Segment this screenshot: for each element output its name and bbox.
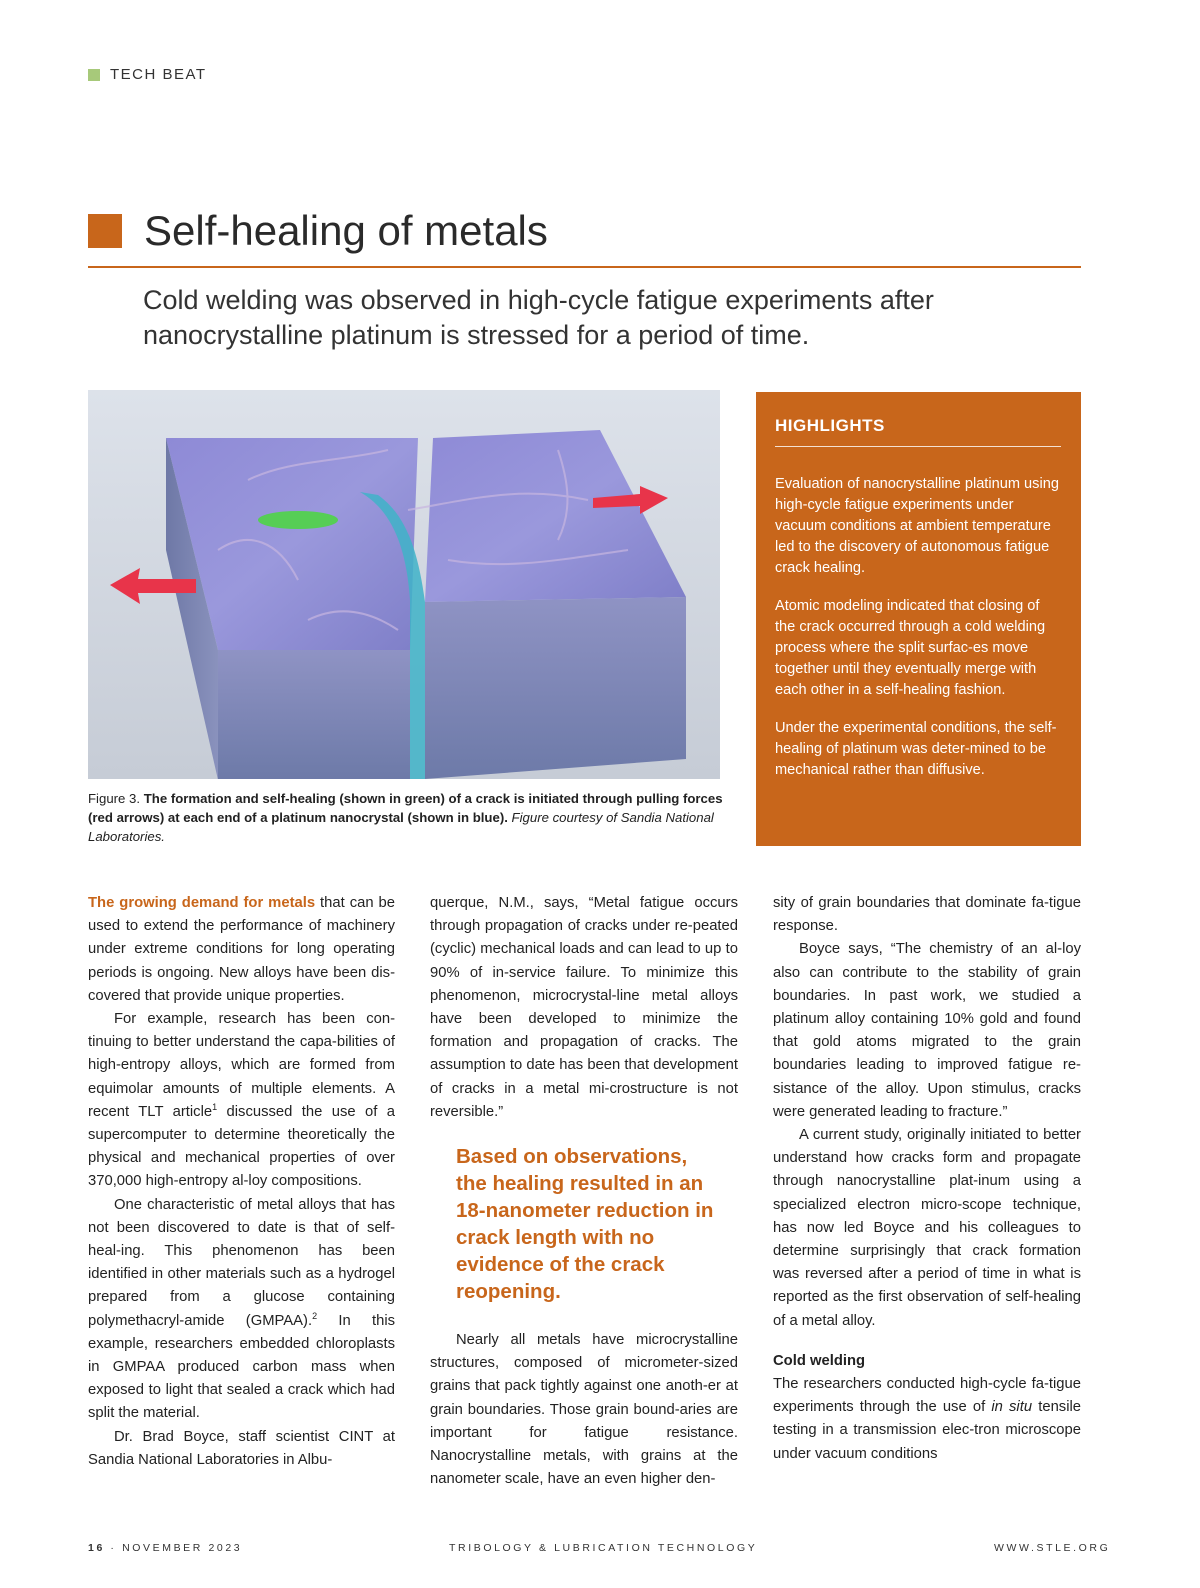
article-title: Self-healing of metals [144, 207, 548, 254]
body-column-3 [773, 892, 1081, 1466]
body-paragraph: Nearly all metals have microcrystalline structures, composed of micrometer-sized grains that pack tightly against one anoth-er at grain boundaries. Those grain bound-aries are important for fatigue resistance. Nanocrystalline metals, with grains at the nanometer scale, have an even higher den- [430, 1332, 738, 1488]
body-text: The researchers conducted high-cycle fa-tigue experiments through the use of [773, 1376, 1081, 1416]
highlights-title: HIGHLIGHTS [775, 416, 885, 435]
right-block-top [425, 430, 686, 602]
body-paragraph [88, 1008, 395, 1194]
body-text: One characteristic of metal alloys that has not been discovered to date is that of self-heal-ing. This phenomenon has been identified in other materials such as a hydrogel prepared from a glucose containing polymethacryl-amide (GMPAA). [88, 1196, 395, 1329]
highlight-item: Under the experimental conditions, the self-healing of platinum was deter-mined to be mechanical rather than diffusive. [775, 720, 1057, 778]
body-text: discussed the use of a supercomputer to determine theoretically the physical and mechanical properties of over 370,000 high-entropy al-loy compositions. [88, 1103, 395, 1190]
title-marker [88, 214, 122, 248]
body-text: For example, research has been con-tinuing to better understand the capa-bilities of high-entropy alloys, which are formed from equimolar amounts of multiple elements. A recent TLT article [88, 1011, 395, 1120]
figure-credit: Figure courtesy of Sandia National Laboratories. [88, 810, 714, 844]
body-paragraph: querque, N.M., says, “Metal fatigue occurs through propagation of cracks under re-peated (cyclic) mechanical loads and can lead to up to 90% of in-service failure. To minimize this phenomenon, microcrystal-line metal alloys have been developed to minimize the formation and propagation of cracks. The assumption to date has been that development of cracks in a metal mi-crostructure is not reversible.” [430, 895, 738, 1120]
highlight-item: Atomic modeling indicated that closing of the crack occurred through a cold welding process where the split surfac-es move together until they eventually merge with each other in a self-healing fashion. [775, 598, 1046, 698]
body-text: tensile testing in a transmission elec-tron microscope under vacuum conditions [773, 1399, 1081, 1462]
right-block-front [425, 597, 686, 779]
footer-separator: · [110, 1542, 117, 1554]
platinum-nanocrystal-illustration [88, 390, 720, 779]
footnote-ref: 2 [312, 1310, 318, 1321]
section-label: TECH BEAT [110, 66, 207, 83]
figure-caption [88, 789, 728, 846]
pull-quote: Based on observations, the healing resulted in an 18-nanometer reduction in crack length with no evidence of the crack reopening. [456, 1145, 714, 1304]
section-subhead: Cold welding [773, 1352, 866, 1369]
body-text: that can be used to extend the performance of machinery under extreme conditions for long operating periods is ongoing. New alloys have been dis-covered that provide unique properties. [88, 895, 395, 1004]
body-paragraph [88, 1194, 395, 1426]
body-paragraph: A current study, originally initiated to better understand how cracks form and propagate through nanocrystalline plat-inum using a specialized electron micro-scope technique, has now led Boyce and his colleagues to determine surprisingly that crack formation was reversed after a period of time in what is reported as the first observation of self-healing of a metal alloy. [773, 1127, 1081, 1329]
lead-in: The growing demand for metals [88, 895, 316, 911]
page-number: 16 [88, 1542, 105, 1554]
body-paragraph: Boyce says, “The chemistry of an al-loy also can contribute to the stability of grain boundaries. In past work, we studied a platinum alloy containing 10% gold and found that gold atoms migrated to the grain boundaries leading to improved fatigue re-sistance of the alloy. Upon stimulus, cracks were generated leading to fracture.” [773, 941, 1081, 1120]
section-tag [88, 66, 207, 83]
article-title-block [88, 207, 548, 255]
section-marker [88, 69, 100, 81]
figure-label: Figure 3. [88, 791, 141, 806]
body-paragraph [773, 1373, 1081, 1466]
body-paragraph: sity of grain boundaries that dominate fa-tigue response. [773, 895, 1081, 935]
healed-region [258, 511, 338, 529]
footnote-ref: 1 [212, 1101, 218, 1112]
figure-caption-bold: The formation and self-healing (shown in green) of a crack is initiated through pulling forces (red arrows) at each end of a platinum nanocrystal (shown in blue). [88, 791, 723, 825]
body-paragraph: Dr. Brad Boyce, staff scientist CINT at Sandia National Laboratories in Albu- [88, 1428, 395, 1468]
figure-image [88, 390, 720, 779]
footer-folio [88, 1542, 242, 1554]
highlight-item: Evaluation of nanocrystalline platinum using high-cycle fatigue experiments under vacuum conditions at ambient temperature led to the discovery of autonomous fatigue crack healing. [775, 476, 1059, 576]
website-link[interactable]: WWW.STLE.ORG [994, 1542, 1111, 1554]
body-text: In this example, researchers embedded chloroplasts in GMPAA produced carbon mass when exposed to light that sealed a crack which had split the material. [88, 1312, 396, 1422]
body-paragraph [88, 892, 395, 1008]
body-column-2 [430, 892, 738, 1491]
publication-name: TRIBOLOGY & LUBRICATION TECHNOLOGY [449, 1542, 758, 1554]
highlights-box [756, 392, 1081, 846]
body-italic: in situ [991, 1399, 1033, 1416]
title-rule [88, 266, 1081, 268]
article-subtitle: Cold welding was observed in high-cycle fatigue experiments after nanocrystalline platinum is stressed for a period of time. [143, 285, 934, 350]
highlights-rule [775, 446, 1061, 447]
left-block-front [218, 650, 410, 779]
issue-date: NOVEMBER 2023 [122, 1542, 243, 1554]
body-column-1 [88, 892, 395, 1472]
